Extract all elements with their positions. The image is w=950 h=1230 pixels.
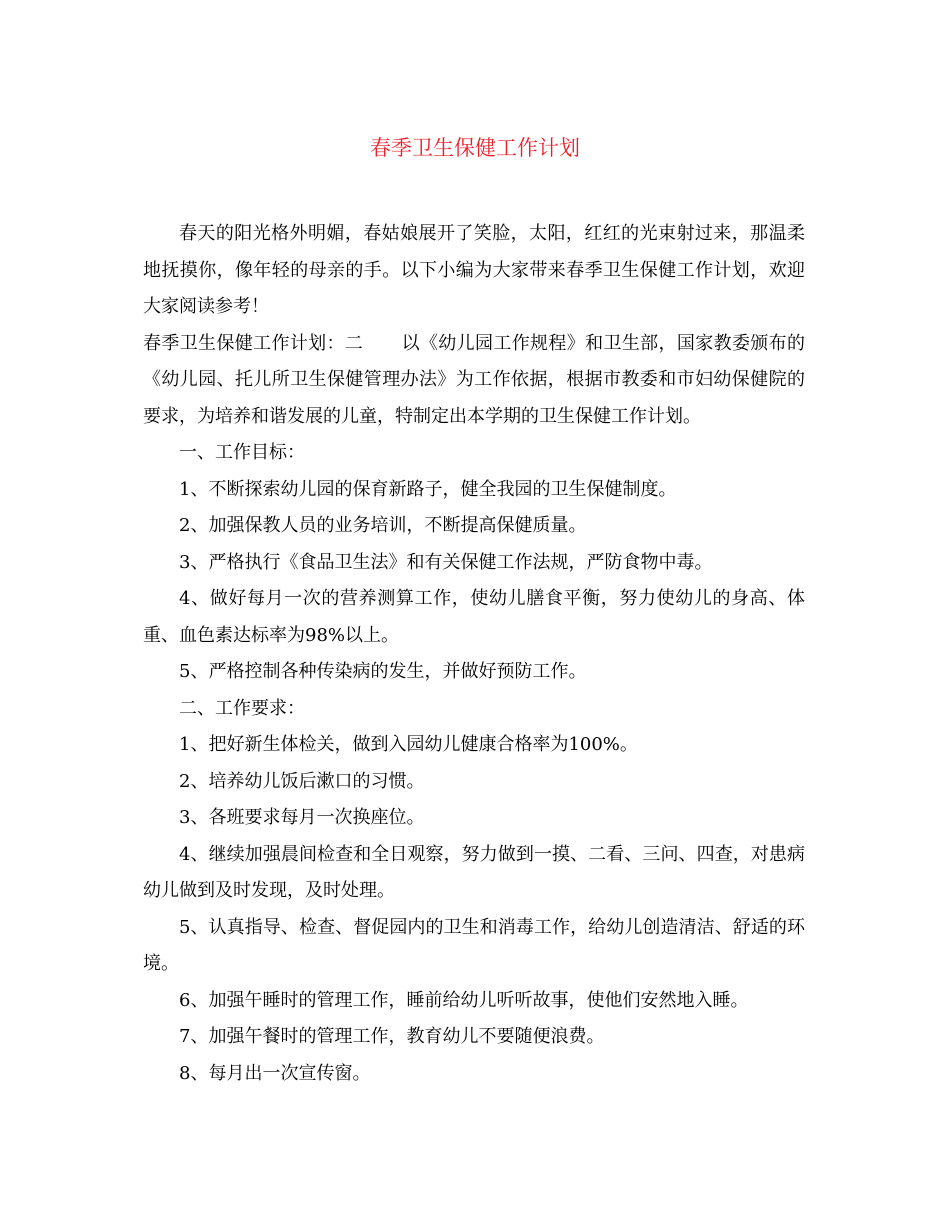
goal-item: 4、做好每月一次的营养测算工作，使幼儿膳食平衡，努力使幼儿的身高、体重、血色素达标率为98%以上。 (143, 588, 805, 646)
document-body (143, 216, 805, 1092)
document-title: 春季卫生保健工作计划 (370, 136, 580, 160)
requirement-item: 2、培养幼儿饭后漱口的习惯。 (179, 770, 425, 792)
subtitle-body: 以《幼儿园工作规程》和卫生部，国家教委颁布的《幼儿园、托儿所卫生保健管理办法》为工作依据，根据市教委和市妇幼保健院的要求，为培养和谐发展的儿童，特制定出本学期的卫生保健工作计划。 (143, 332, 805, 427)
requirements-heading: 二、工作要求： (179, 697, 305, 719)
requirement-item: 3、各班要求每月一次换座位。 (179, 807, 425, 828)
requirement-item: 5、认真指导、检查、督促园内的卫生和消毒工作，给幼儿创造清洁、舒适的环境。 (143, 916, 805, 974)
requirement-item: 6、加强午睡时的管理工作，睡前给幼儿听听故事，使他们安然地入睡。 (179, 989, 749, 1011)
goal-item: 5、严格控制各种传染病的发生，并做好预防工作。 (179, 661, 587, 682)
goals-heading: 一、工作目标： (179, 442, 305, 463)
requirement-item: 7、加强午餐时的管理工作，教育幼儿不要随便浪费。 (179, 1026, 605, 1047)
goal-item: 1、不断探索幼儿园的保育新路子，健全我园的卫生保健制度。 (179, 478, 677, 500)
requirement-item: 8、每月出一次宣传窗。 (179, 1062, 371, 1084)
intro-paragraph: 春天的阳光格外明媚，春姑娘展开了笑脸，太阳，红红的光束射过来，那温柔地抚摸你，像年轻的母亲的手。以下小编为大家带来春季卫生保健工作计划，欢迎大家阅读参考！ (143, 223, 805, 317)
goal-item: 2、加强保教人员的业务培训，不断提高保健质量。 (179, 515, 587, 536)
subtitle-label: 春季卫生保健工作计划：二 (143, 332, 364, 354)
requirement-item: 4、继续加强晨间检查和全日观察，努力做到一摸、二看、三问、四查，对患病幼儿做到及时发现，及时处理。 (143, 843, 805, 901)
requirement-item: 1、把好新生体检关，做到入园幼儿健康合格率为100%。 (179, 734, 638, 755)
subtitle-paragraph (143, 326, 805, 436)
goal-item: 3、严格执行《食品卫生法》和有关保健工作法规，严防食物中毒。 (179, 551, 713, 573)
